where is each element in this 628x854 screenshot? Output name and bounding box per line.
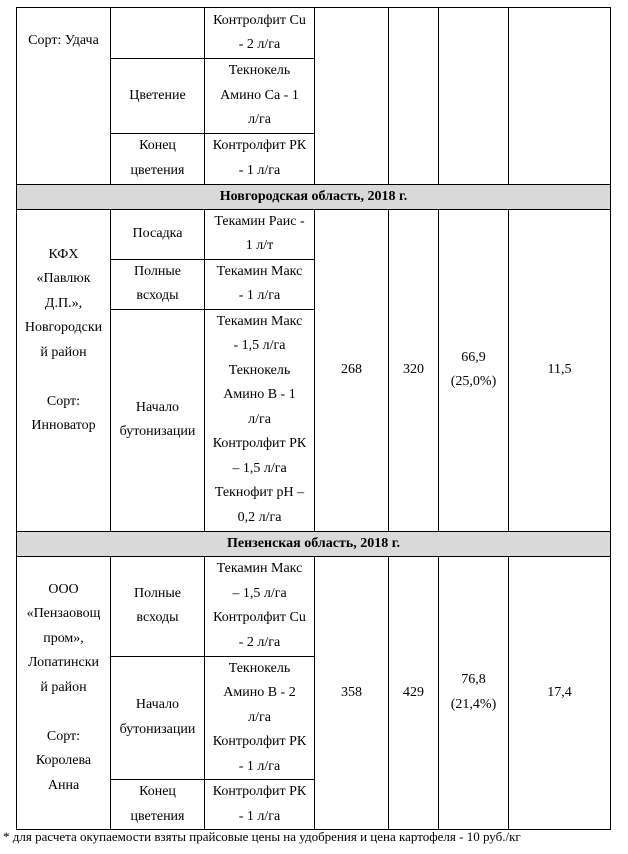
phase-cell: Начало бутонизации — [111, 656, 205, 780]
product-cell: Контролфит Cu - 2 л/га — [205, 8, 315, 59]
product-cell: Текнокель Амино Ca - 1 л/га — [205, 59, 315, 134]
table-row — [17, 8, 611, 59]
phase-cell — [111, 8, 205, 59]
farm-cell — [17, 8, 111, 185]
phase-cell: Конец цветения — [111, 780, 205, 830]
footnote: * для расчета окупаемости взяты прайсовые цены на удобрения и цена картофеля - 10 руб./кг — [3, 829, 521, 844]
phase-cell: Посадка — [111, 209, 205, 259]
results-table — [16, 7, 611, 830]
region-title: Новгородская область, 2018 г. — [17, 184, 611, 209]
value-cell: 66,9 (25,0%) — [439, 209, 509, 531]
value-cell — [389, 8, 439, 185]
farm-text: КФХ «Павлюк Д.П.», Новгородски й район Сорт: Инноватор — [24, 246, 103, 433]
value-cell: 429 — [389, 556, 439, 830]
product-cell: Контролфит РК - 1 л/га — [205, 780, 315, 830]
value-cell: 11,5 — [509, 209, 611, 531]
phase-cell: Цветение — [111, 59, 205, 134]
product-cell: Текамин Макс - 1 л/га — [205, 259, 315, 309]
farm-cell — [17, 556, 111, 830]
value-cell: 17,4 — [509, 556, 611, 830]
phase-cell: Конец цветения — [111, 133, 205, 184]
value-cell: 76,8 (21,4%) — [439, 556, 509, 830]
value-cell: 320 — [389, 209, 439, 531]
phase-cell: Полные всходы — [111, 259, 205, 309]
value-cell: 358 — [315, 556, 389, 830]
farm-text: Сорт: Удача — [28, 33, 99, 48]
product-cell: Текамин Раис - 1 л/т — [205, 209, 315, 259]
table-row — [17, 556, 611, 656]
value-cell — [509, 8, 611, 185]
region-title: Пензенская область, 2018 г. — [17, 531, 611, 556]
product-cell: Текамин Макс - 1,5 л/га Текнокель Амино В - 1 л/га Контролфит РК – 1,5 л/га Текнофит рН – 0,2 л/га — [205, 309, 315, 531]
product-cell: Текнокель Амино В - 2 л/га Контролфит РК - 1 л/га — [205, 656, 315, 780]
product-cell: Контролфит РК - 1 л/га — [205, 133, 315, 184]
farm-cell — [17, 209, 111, 531]
value-cell — [439, 8, 509, 185]
table-row — [17, 209, 611, 259]
region-row — [17, 531, 611, 556]
value-cell: 268 — [315, 209, 389, 531]
phase-cell: Полные всходы — [111, 556, 205, 656]
value-cell — [315, 8, 389, 185]
phase-cell: Начало бутонизации — [111, 309, 205, 531]
farm-text: ООО «Пензаовощ пром», Лопатински й район Сорт: Королева Анна — [26, 581, 101, 793]
product-cell: Текамин Макс – 1,5 л/га Контролфит Cu - 2 л/га — [205, 556, 315, 656]
region-row — [17, 184, 611, 209]
